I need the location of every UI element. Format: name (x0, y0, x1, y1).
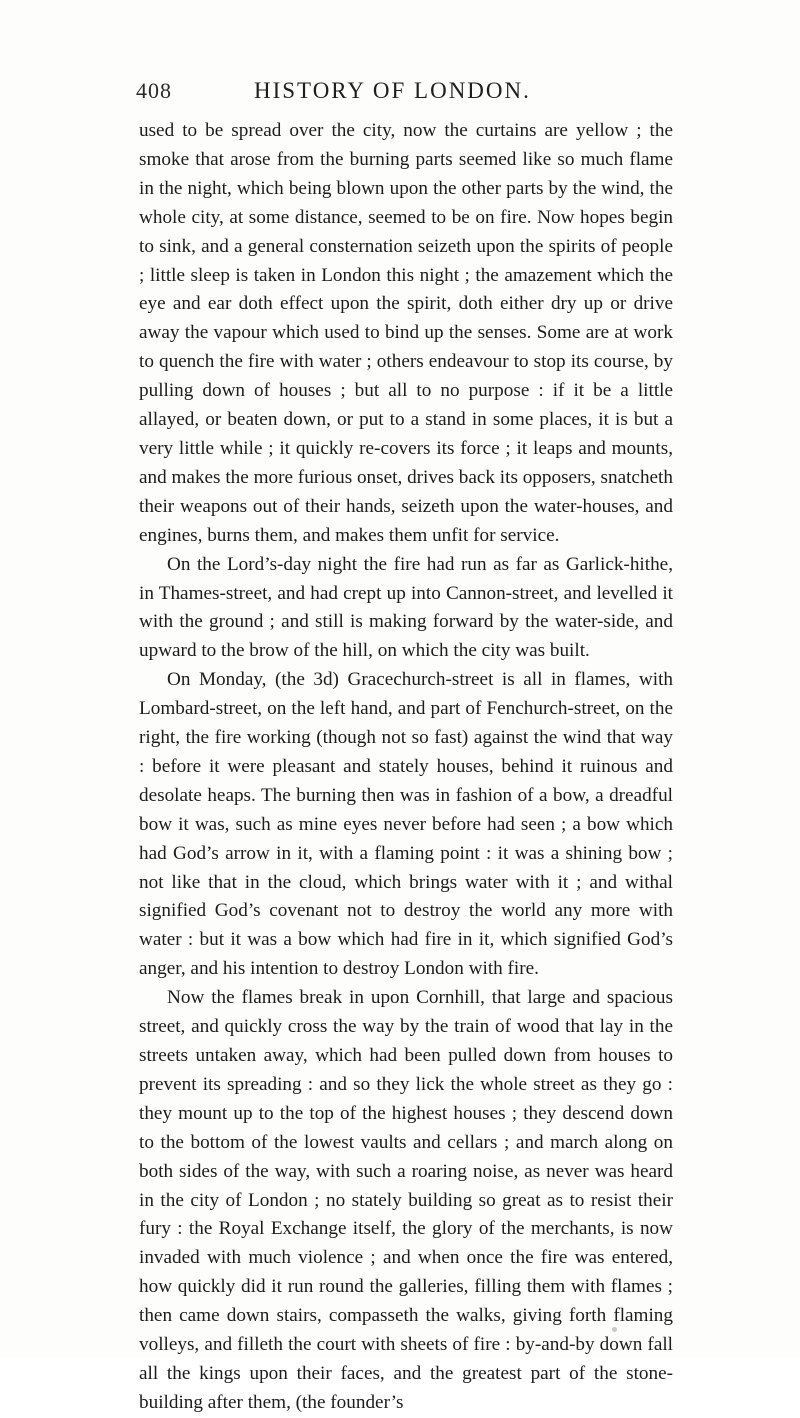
running-title: HISTORY OF LONDON. (254, 78, 531, 103)
ink-speck (612, 1327, 617, 1332)
paragraph-continued: used to be spread over the city, now the curtains are yellow ; the smoke that arose from the burning parts seemed like so much flame in the night, which being blown upon the other parts by the wind, the whole city, at some distance, seemed to be on fire. Now hopes begin to sink, and a general consternation seizeth upon the spirits of people ; little sleep is taken in London this night ; the amazement which the eye and ear doth effect upon the spirit, doth either dry up or drive away the vapour which used to bind up the senses. Some are at work to quench the fire with water ; others endeavour to stop its course, by pulling down of houses ; but all to no purpose : if it be a little allayed, or beaten down, or put to a stand in some places, it is but a very little while ; it quickly re-covers its force ; it leaps and mounts, and makes the more furious onset, drives back its opposers, snatcheth their weapons out of their hands, seizeth upon the water-houses, and engines, burns them, and makes them unfit for service. (139, 120, 673, 546)
body-text (139, 117, 673, 1418)
paragraph: On Monday, (the 3d) Gracechurch-street is all in flames, with Lombard-street, on the left hand, and part of Fenchurch-street, on the right, the fire working (though not so fast) against the wind that way : before it were pleasant and stately houses, behind it ruinous and desolate heaps. The burning then was in fashion of a bow, a dreadful bow it was, such as mine eyes never before had seen ; a bow which had God’s arrow in it, with a flaming point : it was a shining bow ; not like that in the cloud, which brings water with it ; and withal signified God’s covenant not to destroy the world any more with water : but it was a bow which had fire in it, which signified God’s anger, and his intention to destroy London with fire. (139, 669, 673, 980)
paragraph: Now the flames break in upon Cornhill, that large and spacious street, and quickly cross the way by the train of wood that lay in the streets untaken away, which had been pulled down from houses to prevent its spreading : and so they lick the whole street as they go : they mount up to the top of the highest houses ; they descend down to the bottom of the lowest vaults and cellars ; and march along on both sides of the way, with such a roaring noise, as never was heard in the city of London ; no stately building so great as to resist their fury : the Royal Exchange itself, the glory of the merchants, is now invaded with much violence ; and when once the fire was entered, how quickly did it run round the galleries, filling them with flames ; then came down stairs, compasseth the walks, giving forth flaming volleys, and filleth the court with sheets of fire : by-and-by down fall all the kings upon their faces, and the greatest part of the stone-building after them, (the founder’s (139, 987, 673, 1413)
page-number: 408 (136, 78, 172, 103)
paragraph: On the Lord’s-day night the fire had run as far as Garlick-hithe, in Thames-street, and had crept up into Cannon-street, and levelled it with the ground ; and still is making forward by the water-side, and upward to the brow of the hill, on which the city was built. (139, 553, 673, 662)
running-head (136, 78, 676, 108)
